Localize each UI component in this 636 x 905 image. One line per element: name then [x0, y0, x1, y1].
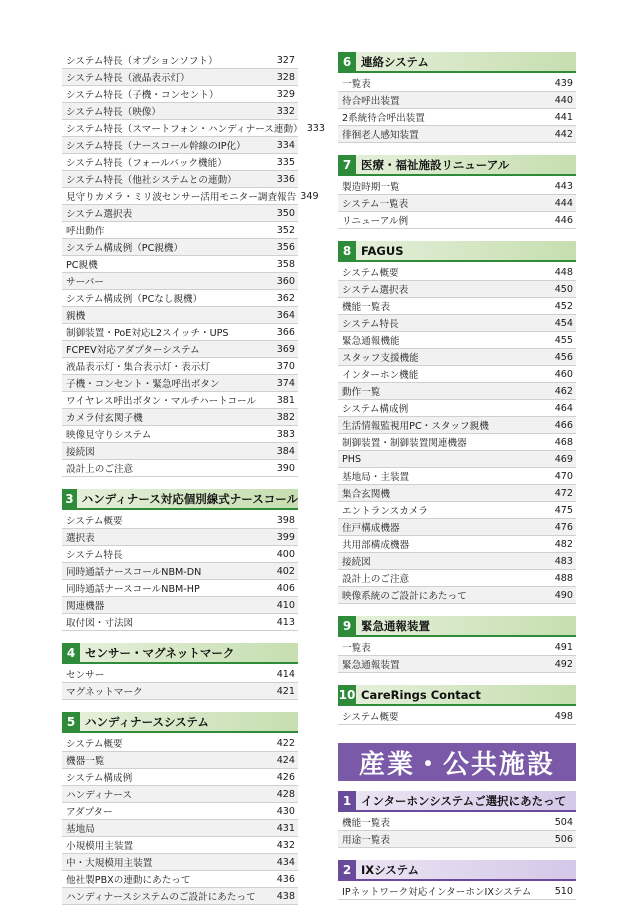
- toc-page-number: 402: [276, 565, 295, 577]
- toc-row[interactable]: [338, 831, 576, 848]
- toc-entry-title: 小規模用主装置: [66, 841, 134, 852]
- toc-page-number: 352: [276, 224, 295, 236]
- toc-page-number: 452: [554, 300, 573, 312]
- section-title: FAGUS: [356, 241, 576, 260]
- toc-page-number: 362: [276, 292, 295, 304]
- section-number: 4: [62, 643, 80, 662]
- section-header[interactable]: [62, 643, 298, 664]
- toc-list: [338, 178, 576, 229]
- toc-row[interactable]: [62, 786, 298, 803]
- toc-page-number: 374: [276, 377, 295, 389]
- section-title: ハンディナースシステム: [80, 712, 298, 731]
- toc-entry-title: 徘徊老人感知装置: [342, 130, 419, 141]
- section-header[interactable]: [62, 712, 298, 733]
- toc-row[interactable]: [338, 264, 576, 281]
- section-header[interactable]: [338, 616, 576, 637]
- toc-row[interactable]: [338, 92, 576, 109]
- toc-list: [338, 814, 576, 848]
- toc-page-number: 434: [276, 856, 295, 868]
- toc-entry-title: 待合呼出装置: [342, 96, 400, 107]
- toc-list: [338, 639, 576, 673]
- section-spacer: [62, 631, 298, 643]
- toc-entry-title: 映像見守りシステム: [66, 430, 152, 441]
- toc-entry-title: 機能一覧表: [342, 302, 390, 313]
- toc-page-number: 329: [276, 88, 295, 100]
- toc-row[interactable]: [62, 820, 298, 837]
- toc-page-number: 506: [554, 833, 573, 845]
- toc-list: [62, 666, 298, 700]
- toc-row[interactable]: [62, 392, 298, 409]
- toc-row[interactable]: [338, 383, 576, 400]
- toc-page-number: 443: [554, 180, 573, 192]
- toc-entry-title: 制御装置・制御装置関連機器: [342, 438, 467, 449]
- toc-entry-title: 映像系統のご設計にあたって: [342, 591, 467, 602]
- toc-page-number: 366: [276, 326, 295, 338]
- toc-page-number: 413: [276, 616, 295, 628]
- toc-page-number: 390: [276, 462, 295, 474]
- section-header[interactable]: [338, 155, 576, 176]
- toc-page-number: 448: [554, 266, 573, 278]
- toc-page-number: 334: [276, 139, 295, 151]
- toc-page-number: 384: [276, 445, 295, 457]
- toc-page-number: 436: [276, 873, 295, 885]
- section-spacer: [338, 229, 576, 241]
- toc-row[interactable]: [338, 814, 576, 831]
- toc-entry-title: システム構成例: [66, 773, 133, 784]
- toc-row[interactable]: [62, 769, 298, 786]
- toc-page-number: 360: [276, 275, 295, 287]
- section-number: 9: [338, 616, 356, 635]
- toc-page-number: 381: [276, 394, 295, 406]
- toc-row[interactable]: [62, 137, 298, 154]
- toc-row[interactable]: [338, 570, 576, 587]
- section-header[interactable]: [338, 791, 576, 812]
- section-title: IXシステム: [356, 860, 576, 879]
- toc-entry-title: 製造時期一覧: [342, 182, 400, 193]
- section-number: 6: [338, 52, 356, 71]
- toc-row[interactable]: [338, 281, 576, 298]
- toc-entry-title: システム一覧表: [342, 199, 409, 210]
- toc-page-number: 332: [276, 105, 295, 117]
- toc-page-number: 476: [554, 521, 573, 533]
- toc-page-number: 498: [554, 710, 573, 722]
- toc-page-number: 444: [554, 197, 573, 209]
- toc-entry-title: 機器一覧: [66, 756, 105, 767]
- toc-entry-title: システム特長（スマートフォン・ハンディナース連動）: [66, 124, 303, 135]
- toc-list: [338, 708, 576, 725]
- toc-row[interactable]: [338, 536, 576, 553]
- toc-entry-title: 他社製PBXの連動にあたって: [66, 875, 191, 886]
- toc-row[interactable]: [62, 86, 298, 103]
- toc-entry-title: システム選択表: [66, 209, 133, 220]
- section-header[interactable]: [338, 685, 576, 706]
- toc-entry-title: システム概要: [66, 516, 123, 527]
- toc-page-number: 491: [554, 641, 573, 653]
- toc-row[interactable]: [62, 103, 298, 120]
- toc-entry-title: システム特長（ナースコール幹線のIP化）: [66, 141, 246, 152]
- toc-row[interactable]: [62, 512, 298, 529]
- toc-row[interactable]: [338, 349, 576, 366]
- toc-row[interactable]: [62, 205, 298, 222]
- toc-page-number: 439: [554, 77, 573, 89]
- toc-page-number: 482: [554, 538, 573, 550]
- toc-page-number: 421: [276, 685, 295, 697]
- toc-entry-title: 中・大規模用主装置: [66, 858, 153, 869]
- toc-entry-title: 生活情報監視用PC・スタッフ親機: [342, 421, 489, 432]
- toc-entry-title: システム構成例（PC親機）: [66, 243, 184, 254]
- toc-row[interactable]: [62, 460, 298, 477]
- toc-row[interactable]: [62, 69, 298, 86]
- toc-entry-title: PHS: [342, 453, 362, 465]
- toc-row[interactable]: [62, 307, 298, 324]
- toc-entry-title: 設計上のご注意: [342, 574, 410, 585]
- toc-row[interactable]: [62, 341, 298, 358]
- toc-page-number: 370: [276, 360, 295, 372]
- toc-entry-title: 2系統待合呼出装置: [342, 113, 425, 124]
- toc-entry-title: 同時通話ナースコールNBM-HP: [66, 584, 200, 595]
- toc-page-number: 349: [300, 190, 319, 202]
- toc-page-number: 369: [276, 343, 295, 355]
- toc-page-number: 327: [276, 54, 295, 66]
- toc-row[interactable]: [338, 434, 576, 451]
- toc-row[interactable]: [62, 52, 298, 69]
- toc-entry-title: IPネットワーク対応インターホンIXシステム: [342, 887, 532, 898]
- toc-page-number: 400: [276, 548, 295, 560]
- toc-row[interactable]: [62, 120, 325, 137]
- toc-row[interactable]: [338, 195, 576, 212]
- toc-page-number: 438: [276, 890, 295, 902]
- toc-list: [338, 883, 576, 900]
- toc-entry-title: 基地局: [66, 824, 95, 835]
- toc-page-number: 455: [554, 334, 573, 346]
- toc-entry-title: 緊急通報装置: [342, 660, 400, 671]
- section-spacer: [338, 673, 576, 685]
- toc-page-number: 469: [554, 453, 573, 465]
- toc-row[interactable]: [62, 426, 298, 443]
- toc-page-number: 472: [554, 487, 573, 499]
- toc-entry-title: インターホン機能: [342, 370, 419, 381]
- toc-entry-title: 接続図: [66, 447, 95, 458]
- toc-entry-title: 親機: [66, 311, 86, 322]
- toc-row[interactable]: [338, 656, 576, 673]
- section-title: センサー・マグネットマーク: [80, 643, 298, 662]
- toc-list: [62, 735, 298, 905]
- toc-row[interactable]: [62, 546, 298, 563]
- toc-page-number: 450: [554, 283, 573, 295]
- toc-page-number: 440: [554, 94, 573, 106]
- toc-page-number: 406: [276, 582, 295, 594]
- toc-entry-title: マグネットマーク: [66, 687, 143, 698]
- toc-page-number: 475: [554, 504, 573, 516]
- toc-entry-title: 子機・コンセント・緊急呼出ボタン: [66, 379, 220, 390]
- toc-page-number: 492: [554, 658, 573, 670]
- section-number: 3: [62, 489, 77, 508]
- toc-page-number: 462: [554, 385, 573, 397]
- toc-page-number: 446: [554, 214, 573, 226]
- toc-page-number: 428: [276, 788, 295, 800]
- toc-page-number: 335: [276, 156, 295, 168]
- toc-entry-title: スタッフ支援機能: [342, 353, 419, 364]
- toc-page-number: 483: [554, 555, 573, 567]
- toc-page-number: 383: [276, 428, 295, 440]
- toc-row[interactable]: [62, 324, 298, 341]
- toc-entry-title: システム概要: [342, 268, 399, 279]
- toc-row[interactable]: [338, 468, 576, 485]
- toc-row[interactable]: [338, 883, 576, 900]
- toc-row[interactable]: [62, 597, 298, 614]
- section-number: 10: [338, 685, 356, 704]
- toc-entry-title: システム特長（他社システムとの連動）: [66, 175, 237, 186]
- toc-page-number: 424: [276, 754, 295, 766]
- toc-row[interactable]: [338, 519, 576, 536]
- section-title: CareRings Contact: [356, 685, 576, 704]
- toc-page-number: 364: [276, 309, 295, 321]
- toc-page-number: 470: [554, 470, 573, 482]
- toc-page-number: 410: [276, 599, 295, 611]
- toc-entry-title: 一覧表: [342, 79, 371, 90]
- toc-list: [338, 264, 576, 604]
- toc-entry-title: 緊急通報機能: [342, 336, 400, 347]
- toc-row[interactable]: [62, 854, 298, 871]
- left-column: [62, 52, 325, 905]
- toc-row[interactable]: [62, 735, 298, 752]
- toc-row[interactable]: [62, 803, 298, 820]
- toc-entry-title: ハンディナース: [66, 790, 132, 801]
- toc-row[interactable]: [338, 109, 576, 126]
- toc-entry-title: システム特長（フォールバック機能）: [66, 158, 227, 169]
- section-spacer: [62, 477, 298, 489]
- category-banner: 産業・公共施設: [338, 743, 576, 781]
- toc-entry-title: 取付図・寸法図: [66, 618, 134, 629]
- toc-entry-title: センサー: [66, 670, 105, 681]
- toc-row[interactable]: [62, 871, 298, 888]
- toc-row[interactable]: [62, 409, 298, 426]
- section-title: インターホンシステムご選択にあたって: [356, 791, 576, 810]
- toc-row[interactable]: [62, 580, 298, 597]
- toc-entry-title: ワイヤレス呼出ボタン・マルチハートコール: [66, 396, 257, 407]
- section-title: ハンディナース対応個別線式ナースコール: [77, 489, 298, 508]
- section-header[interactable]: [338, 241, 576, 262]
- toc-page-number: 350: [276, 207, 295, 219]
- toc-row[interactable]: [62, 239, 298, 256]
- toc-page-number: 432: [276, 839, 295, 851]
- toc-row[interactable]: [338, 75, 576, 92]
- toc-row[interactable]: [338, 366, 576, 383]
- toc-entry-title: システム選択表: [342, 285, 409, 296]
- toc-row[interactable]: [338, 553, 576, 570]
- toc-row[interactable]: [62, 666, 298, 683]
- toc-row[interactable]: [62, 290, 298, 307]
- toc-entry-title: システム特長（子機・コンセント）: [66, 90, 219, 101]
- toc-page-number: 426: [276, 771, 295, 783]
- toc-entry-title: FCPEV対応アダプターシステム: [66, 345, 200, 356]
- toc-row[interactable]: [62, 358, 298, 375]
- right-column: [338, 52, 576, 900]
- toc-page-number: 414: [276, 668, 295, 680]
- toc-row[interactable]: [62, 443, 298, 460]
- toc-row[interactable]: [338, 587, 576, 604]
- toc-row[interactable]: [338, 298, 576, 315]
- toc-page-number: 490: [554, 589, 573, 601]
- toc-row[interactable]: [62, 614, 298, 631]
- toc-entry-title: システム特長（映像）: [66, 107, 161, 118]
- toc-page-number: 382: [276, 411, 295, 423]
- toc-page-number: 333: [306, 122, 325, 134]
- toc-row[interactable]: [62, 273, 298, 290]
- toc-row[interactable]: [62, 222, 298, 239]
- toc-page-number: 510: [554, 885, 573, 897]
- toc-entry-title: 制御装置・PoE対応L2スイッチ・UPS: [66, 328, 229, 339]
- toc-entry-title: エントランスカメラ: [342, 506, 429, 517]
- toc-row[interactable]: [62, 154, 298, 171]
- toc-page-number: 466: [554, 419, 573, 431]
- toc-page-number: 336: [276, 173, 295, 185]
- toc-entry-title: システム特長: [66, 550, 123, 561]
- section-title: 医療・福祉施設リニューアル: [356, 155, 576, 174]
- section-number: 1: [338, 791, 356, 810]
- section-number: 7: [338, 155, 356, 174]
- toc-entry-title: システム特長（液晶表示灯）: [66, 73, 190, 84]
- toc-page-number: 422: [276, 737, 295, 749]
- toc-entry-title: 機能一覧表: [342, 818, 390, 829]
- toc-entry-title: アダプター: [66, 807, 113, 818]
- toc-entry-title: 関連機器: [66, 601, 105, 612]
- toc-row[interactable]: [338, 639, 576, 656]
- toc-row[interactable]: [338, 502, 576, 519]
- toc-entry-title: サーバー: [66, 277, 104, 288]
- toc-page-number: 356: [276, 241, 295, 253]
- toc-entry-title: 接続図: [342, 557, 371, 568]
- toc-entry-title: 一覧表: [342, 643, 371, 654]
- toc-entry-title: 設計上のご注意: [66, 464, 134, 475]
- toc-entry-title: 同時通話ナースコールNBM-DN: [66, 567, 202, 578]
- toc-page-number: 441: [554, 111, 573, 123]
- toc-entry-title: リニューアル例: [342, 216, 409, 227]
- toc-row[interactable]: [338, 451, 576, 468]
- toc-page-number: 456: [554, 351, 573, 363]
- toc-page-number: 468: [554, 436, 573, 448]
- toc-entry-title: カメラ付玄関子機: [66, 413, 143, 424]
- toc-page-number: 460: [554, 368, 573, 380]
- toc-entry-title: PC親機: [66, 260, 98, 271]
- toc-row[interactable]: [62, 888, 298, 905]
- toc-page-number: 431: [276, 822, 295, 834]
- toc-entry-title: システム構成例（PCなし親機）: [66, 294, 203, 305]
- toc-list: [62, 512, 298, 631]
- toc-entry-title: 見守りカメラ・ミリ波センサー活用モニター調査報告: [66, 192, 297, 203]
- section-spacer: [338, 143, 576, 155]
- toc-entry-title: 集合玄関機: [342, 489, 390, 500]
- toc-row[interactable]: [338, 332, 576, 349]
- toc-page-number: 430: [276, 805, 295, 817]
- toc-page-number: 328: [276, 71, 295, 83]
- toc-row[interactable]: [62, 837, 298, 854]
- toc-page-number: 358: [276, 258, 295, 270]
- toc-row[interactable]: [62, 563, 298, 580]
- toc-row[interactable]: [338, 126, 576, 143]
- toc-entry-title: システム特長: [342, 319, 399, 330]
- toc-row[interactable]: [338, 178, 576, 195]
- section-header[interactable]: [338, 52, 576, 73]
- toc-row[interactable]: [338, 708, 576, 725]
- toc-entry-title: ハンディナースシステムのご設計にあたって: [66, 892, 256, 903]
- toc-entry-title: システム概要: [66, 739, 123, 750]
- toc-row[interactable]: [62, 683, 298, 700]
- toc-row[interactable]: [62, 188, 319, 205]
- toc-row[interactable]: [338, 485, 576, 502]
- toc-entry-title: システム特長（オプションソフト）: [66, 56, 218, 67]
- toc-entry-title: システム概要: [342, 712, 399, 723]
- toc-row[interactable]: [338, 417, 576, 434]
- toc-list: [62, 52, 325, 477]
- toc-row[interactable]: [62, 171, 298, 188]
- section-spacer: [338, 604, 576, 616]
- toc-page-number: 398: [276, 514, 295, 526]
- toc-page-number: 399: [276, 531, 295, 543]
- section-spacer: [338, 848, 576, 860]
- section-number: 2: [338, 860, 356, 879]
- section-title: 連絡システム: [356, 52, 576, 71]
- toc-entry-title: 基地局・主装置: [342, 472, 410, 483]
- toc-page-number: 488: [554, 572, 573, 584]
- toc-row[interactable]: [338, 315, 576, 332]
- section-title: 緊急通報装置: [356, 616, 576, 635]
- toc-page-number: 454: [554, 317, 573, 329]
- section-number: 8: [338, 241, 356, 260]
- toc-page-number: 442: [554, 128, 573, 140]
- toc-entry-title: 共用部構成機器: [342, 540, 410, 551]
- toc-row[interactable]: [62, 752, 298, 769]
- toc-row[interactable]: [62, 256, 298, 273]
- toc-entry-title: 用途一覧表: [342, 835, 390, 846]
- toc-entry-title: 液晶表示灯・集合表示灯・表示灯: [66, 362, 210, 373]
- toc-row[interactable]: [338, 212, 576, 229]
- section-number: 5: [62, 712, 80, 731]
- section-spacer: [62, 700, 298, 712]
- section-header[interactable]: [338, 860, 576, 881]
- toc-entry-title: 動作一覧: [342, 387, 381, 398]
- toc-page-number: 504: [554, 816, 573, 828]
- toc-row[interactable]: [62, 375, 298, 392]
- toc-row[interactable]: [62, 529, 298, 546]
- toc-entry-title: システム構成例: [342, 404, 409, 415]
- toc-entry-title: 住戸構成機器: [342, 523, 400, 534]
- toc-page-number: 464: [554, 402, 573, 414]
- toc-row[interactable]: [338, 400, 576, 417]
- toc-list: [338, 75, 576, 143]
- section-header[interactable]: [62, 489, 298, 510]
- toc-entry-title: 呼出動作: [66, 226, 105, 237]
- toc-entry-title: 選択表: [66, 533, 95, 544]
